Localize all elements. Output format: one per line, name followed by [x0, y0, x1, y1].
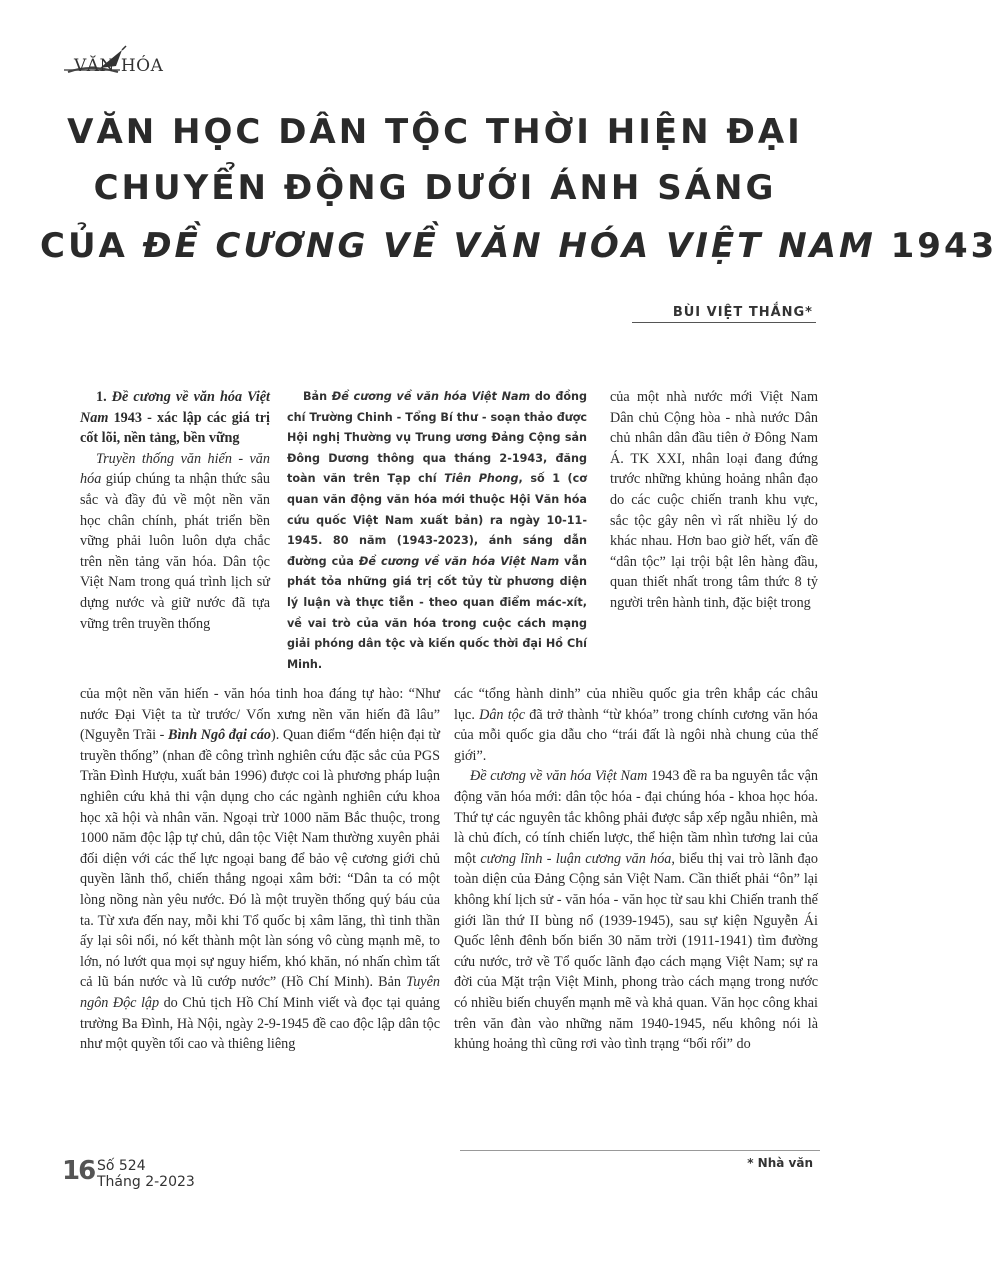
- paragraph-text: của một nền văn hiến - văn hóa tinh hoa đáng tự hào: “Như nước Đại Việt ta từ trước/ Vốn xưng nền văn hiến đã lâu” (Nguyễn Trãi -: [80, 686, 440, 744]
- author-name: BÙI VIỆT THẮNG*: [672, 305, 813, 320]
- paragraph-text: ). Quan điểm “đến hiện đại từ truyền thống” (nhan đề công trình nghiên cứu đặc sắc của PGS Trần Đình Hượu, xuất bản 1996) được coi là phương pháp luận nghiên cứu khả thi vận dụng cho các ngành nghiên cứu khoa học xã hội và nhân văn. Ngoại trừ 1000 năm Bắc thuộc, trong 1000 năm độc lập tự chủ, dân tộc Việt Nam thường xuyên phải đối diện với các thế lực ngoại bang để bảo vệ cương giới chủ quyền lãnh thổ, chiến thắng ngoại xâm bởi: “Dân ta có một lòng nồng nàn yêu nước. Đó là một truyền thống quý báu của ta. Từ xưa đến nay, mỗi khi Tổ quốc bị xâm lăng, thì tinh thần ấy lại sôi nổi, nó kết thành một làn sóng vô cùng mạnh mẽ, to lớn, nó lướt qua mọi sự nguy hiểm, khó khăn, nó nhấn chìm tất cả lũ bán nước và lũ cướp nước” (Hồ Chí Minh). Bản: [80, 727, 440, 991]
- article-title-line-3: [40, 226, 997, 266]
- paragraph-text: , biểu thị vai trò lãnh đạo toàn diện của Đảng Cộng sản Việt Nam. Cần thiết phải “ôn” lại không khí lịch sử - văn hóa - văn học từ sau khi Chiến tranh thế giới lần thứ II bùng nổ (1939-1945), sau sự kiện Nguyễn Ái Quốc lênh đênh bốn biển 30 năm trời (1911-1941) tìm đường cứu nước, trở về Tổ quốc lãnh đạo cách mạng Việt Nam; sự ra đời của Mặt trận Việt Minh, phong trào cách mạng trong nước có nhiều biến chuyển mạnh mẽ và khả quan. Văn học công khai trên văn đàn vào những năm 1940-1945, nếu không nói là khủng hoảng thì cũng rơi vào tình trạng “bối rối” do: [454, 850, 818, 1053]
- lead-text: Bản: [303, 390, 332, 403]
- lead-text: do đồng chí Trường Chinh - Tổng Bí thư - soạn thảo được Hội nghị Thường vụ Trung ương Đảng Cộng sản Đông Dương thông qua tháng 2-1943, đăng toàn văn trên Tạp chí: [287, 390, 587, 486]
- article-title-line-2: CHUYỂN ĐỘNG DƯỚI ÁNH SÁNG: [93, 168, 777, 208]
- lead-italic: Tiên Phong: [444, 472, 519, 486]
- issue-date: Tháng 2-2023: [97, 1174, 195, 1190]
- paragraph-text: giúp chúng ta nhận thức sâu sắc và đầy đủ về một nền văn học chân chính, phát triển bền vững phải luôn luôn dựa chắc trên nền tảng văn hóa. Dân tộc Việt Nam trong quá trình lịch sử dựng nước và giữ nước đã tựa vững trên truyền thống: [80, 471, 270, 632]
- column-right-top: [610, 387, 818, 614]
- lead-text: , số 1 (cơ quan văn động văn hóa mới thuộc Hội Văn hóa cứu quốc Việt Nam xuất bản) ra ngày 10-11-1945. 80 năm (1943-2023), ánh sáng dẫn đường của: [287, 472, 587, 568]
- title-suffix: 1943: [875, 226, 997, 266]
- paragraph-italic: Truyền thống văn hiến - văn hóa: [80, 450, 270, 488]
- issue-number: Số 524: [97, 1158, 146, 1174]
- section-heading: [80, 387, 270, 449]
- paragraph: [454, 766, 818, 1054]
- paragraph: [80, 684, 440, 1055]
- paragraph-italic: Dân tộc: [479, 706, 526, 723]
- title-italic: ĐỀ CƯƠNG VỀ VĂN HÓA VIỆT NAM: [142, 226, 876, 266]
- lead-paragraph: [287, 387, 587, 675]
- column-lead-in: [287, 387, 587, 675]
- lead-italic: Đề cương về văn hóa Việt Nam: [331, 390, 531, 403]
- section-label: VĂN HÓA: [74, 56, 164, 76]
- page-number: 16: [62, 1156, 95, 1186]
- title-prefix: CỦA: [40, 226, 143, 266]
- column-left-top: [80, 387, 270, 634]
- heading-number: 1.: [96, 389, 112, 405]
- paragraph-italic: Bình Ngô đại cáo: [167, 727, 271, 744]
- lead-italic: Đề cương về văn hóa Việt Nam: [358, 554, 560, 568]
- paragraph: [454, 684, 818, 766]
- paragraph-italic: Tuyên ngôn Độc lập: [80, 974, 440, 1011]
- article-title-line-1: VĂN HỌC DÂN TỘC THỜI HIỆN ĐẠI: [67, 112, 803, 152]
- paragraph: [80, 449, 270, 634]
- footnote-rule: [460, 1150, 820, 1151]
- paragraph-text: do Chủ tịch Hồ Chí Minh viết và đọc tại quảng trường Ba Đình, Hà Nội, ngày 2-9-1945 đề cao độc lập dân tộc như một quyền tối cao và thiêng liêng: [80, 994, 440, 1053]
- heading-italic: Đề cương về văn hóa Việt Nam: [80, 389, 270, 426]
- column-right-bottom: [454, 684, 818, 1055]
- footnote: * Nhà văn: [747, 1156, 813, 1170]
- paragraph-italic: cương lĩnh - luận cương văn hóa: [480, 850, 672, 867]
- author-rule: [632, 322, 816, 323]
- paragraph-text: 1943 đề ra ba nguyên tắc vận động văn hóa mới: dân tộc hóa - đại chúng hóa - khoa học hóa. Thứ tự các nguyên tắc không phải được sắp xếp ngẫu nhiên, mà là chủ đích, có tính chiến lược, thể hiện tầm nhìn tương lai của một: [454, 768, 818, 867]
- lead-text: vẫn phát tỏa những giá trị cốt tủy từ phương diện lý luận và thực tiễn - theo quan điểm mác-xít, về vai trò của văn hóa trong cuộc cách mạng giải phóng dân tộc và kiến quốc thời đại Hồ Chí Minh.: [287, 554, 587, 671]
- heading-rest: 1943 - xác lập các giá trị cốt lõi, nền tảng, bền vững: [80, 409, 270, 447]
- issue-info: [97, 1158, 195, 1190]
- paragraph-text: các “tổng hành dinh” của nhiều quốc gia trên khắp các châu lục.: [454, 686, 818, 723]
- paragraph: của một nhà nước mới Việt Nam Dân chủ Cộng hòa - nhà nước Dân chủ nhân dân đầu tiên ở Đông Nam Á. TK XXI, nhân loại đang đứng trước những khủng hoảng nhân đạo do các cuộc chiến tranh khu vực, sắc tộc gây nên vì rất nhiều lý do khác nhau. Hơn bao giờ hết, vấn đề “dân tộc” lại trội bật lên hàng đầu, quan thiết nhất trong tâm thức 8 tỷ người trên hành tinh, đặc biệt trong: [610, 389, 818, 611]
- paragraph-italic: Đề cương về văn hóa Việt Nam: [470, 768, 648, 785]
- column-left-bottom: [80, 684, 440, 1055]
- paragraph-text: đã trở thành “từ khóa” trong chính cương văn hóa của mỗi quốc gia dẫu cho “trái đất là ngôi nhà chung của thế giới”.: [454, 706, 818, 764]
